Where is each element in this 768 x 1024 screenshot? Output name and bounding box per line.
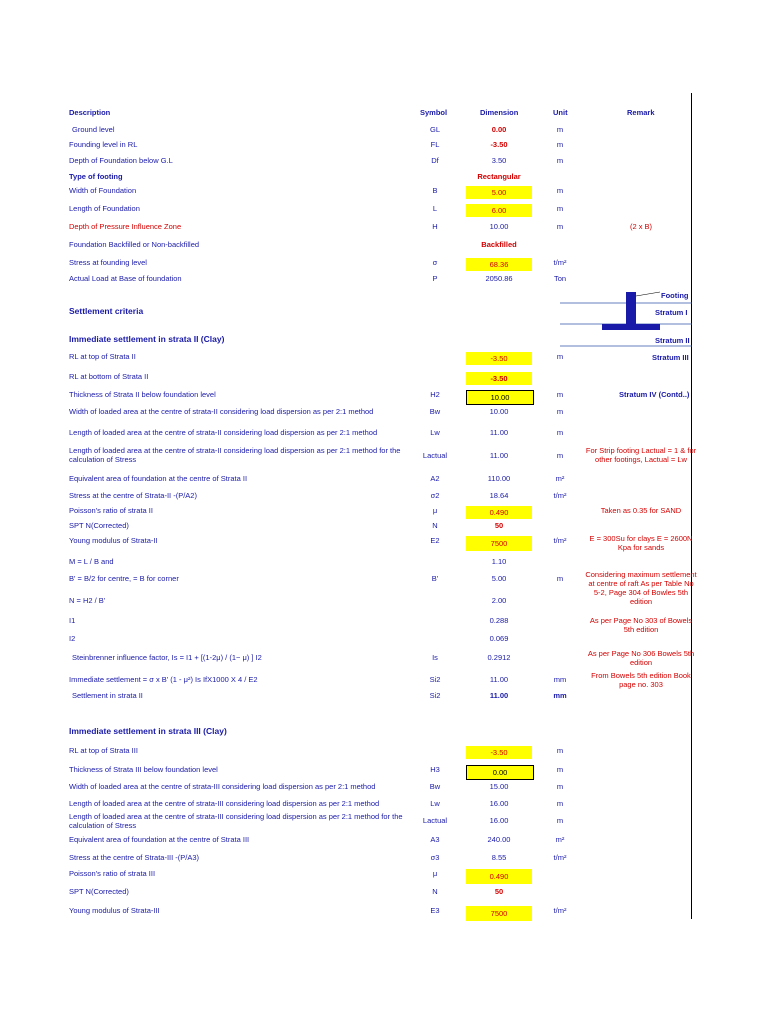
unit: m [556, 816, 564, 825]
unit: m [556, 451, 564, 460]
sym: Lactual [422, 451, 448, 460]
unit: m [556, 428, 564, 437]
desc: Length of loaded area at the centre of strata-III considering load dispersion as per 2:1 method for the calculation of Stress [69, 812, 403, 830]
unit: m [556, 574, 564, 583]
desc: Young modulus of Strata-II [69, 536, 158, 545]
sym: N [432, 521, 438, 530]
sym: Is [432, 653, 438, 662]
desc: Depth of Foundation below G.L [69, 156, 173, 165]
header-remark: Remark [627, 108, 655, 117]
desc: Stress at the centre of Strata-II -(P/A2) [69, 491, 197, 500]
dim: 68.36 [466, 258, 532, 271]
sym: Lw [430, 799, 440, 808]
remark: Taken as 0.35 for SAND [600, 506, 682, 515]
remark: From Bowels 5th edition Book page no. 303 [591, 671, 691, 689]
unit: m [556, 140, 564, 149]
dim: 10.00 [489, 222, 509, 231]
dim: 0.490 [466, 506, 532, 519]
dim: 11.00 [489, 691, 509, 700]
dim: 0.069 [489, 634, 509, 643]
dim: 2.00 [491, 596, 507, 605]
sym: E2 [430, 536, 440, 545]
header-unit: Unit [553, 108, 568, 117]
sym: Si2 [429, 691, 441, 700]
sym: E3 [430, 906, 440, 915]
sym: GL [429, 125, 440, 134]
dim: 5.00 [466, 186, 532, 199]
unit: m [556, 407, 564, 416]
label-stratum-4: Stratum IV (Contd..) [619, 390, 690, 399]
header-description: Description [69, 108, 111, 117]
sym: σ2 [430, 491, 440, 500]
dim: 10.00 [466, 390, 534, 405]
sym: FL [430, 140, 440, 149]
dim: 15.00 [489, 782, 509, 791]
dim: 7500 [466, 906, 532, 921]
dim: 5.00 [491, 574, 507, 583]
remark: Considering maximum settlement at centre of raft As per Table No 5-2, Page 304 of Bowles 5th edition [585, 570, 697, 606]
dim: Rectangular [477, 172, 521, 181]
desc: I2 [69, 634, 76, 643]
sym: H2 [430, 390, 440, 399]
desc: Thickness of Strata II below foundation level [69, 390, 216, 399]
dim: 0.00 [466, 765, 534, 780]
remark: (2 x B) [629, 222, 653, 231]
desc: Ground level [72, 125, 115, 134]
dim: -3.50 [490, 140, 508, 149]
dim: 7500 [466, 536, 532, 551]
sym: Bw [429, 782, 441, 791]
dim: 16.00 [489, 816, 509, 825]
sym: Si2 [429, 675, 441, 684]
sym: Df [431, 156, 439, 165]
unit: m [556, 222, 564, 231]
desc: M = L / B and [69, 557, 114, 566]
dim: 1.10 [491, 557, 507, 566]
dim: 0.490 [466, 869, 532, 884]
desc: SPT N(Corrected) [69, 887, 129, 896]
remark: As per Page No 303 of Bowels 5th edition [589, 616, 693, 634]
dim: 0.00 [491, 125, 507, 134]
sym: σ3 [430, 853, 440, 862]
desc: SPT N(Corrected) [69, 521, 129, 530]
desc: Stress at founding level [69, 258, 147, 267]
unit: Ton [553, 274, 567, 283]
unit: m [556, 125, 564, 134]
desc: Depth of Pressure Influence Zone [69, 222, 182, 231]
sym: Bw [429, 407, 441, 416]
label-stratum-2: Stratum II [655, 336, 690, 345]
dim: 6.00 [466, 204, 532, 217]
sym: H3 [430, 765, 440, 774]
desc: RL at top of Strata III [69, 746, 138, 755]
desc: Immediate settlement = σ x B' (1 - μ²) Is IfX1000 X 4 / E2 [69, 675, 258, 684]
desc: Founding level in RL [69, 140, 138, 149]
desc: Poisson's ratio of strata III [69, 869, 156, 878]
dim: 11.00 [489, 675, 509, 684]
sym: μ [432, 869, 438, 878]
section-strata-2: Immediate settlement in strata II (Clay) [69, 334, 225, 344]
dim: 0.288 [489, 616, 509, 625]
unit: t/m² [553, 258, 567, 267]
unit: mm [553, 691, 567, 700]
unit: m [556, 765, 564, 774]
header-symbol: Symbol [420, 108, 448, 117]
remark: E = 300Su for clays E = 2600N Kpa for sands [589, 534, 693, 552]
section-strata-3: Immediate settlement in strata III (Clay) [69, 726, 227, 736]
desc: Width of Foundation [69, 186, 137, 195]
dim: 2050.86 [485, 274, 513, 283]
dim: 110.00 [487, 474, 511, 483]
sym: L [432, 204, 438, 213]
dim: -3.50 [466, 746, 532, 759]
unit: t/m² [553, 906, 567, 915]
sym: A2 [430, 474, 440, 483]
desc: Settlement in strata II [72, 691, 143, 700]
desc: Equivalent area of foundation at the centre of Strata II [69, 474, 248, 483]
dim: 8.55 [491, 853, 507, 862]
desc: Young modulus of Strata-III [69, 906, 160, 915]
desc: I1 [69, 616, 76, 625]
unit: m [556, 390, 564, 399]
desc: Length of loaded area at the centre of strata-II considering load dispersion as per 2:1 method for the calculation of Stress [69, 446, 401, 464]
desc: Actual Load at Base of foundation [69, 274, 182, 283]
dim: 50 [494, 887, 504, 896]
dim: 11.00 [489, 451, 509, 460]
unit: m [556, 746, 564, 755]
desc: Length of loaded area at the centre of strata-III considering load dispersion as per 2:1 method [69, 799, 380, 808]
dim: 3.50 [491, 156, 507, 165]
dim: 11.00 [489, 428, 509, 437]
desc: Stress at the centre of Strata-III -(P/A3) [69, 853, 200, 862]
sym: P [432, 274, 438, 283]
unit: m [556, 156, 564, 165]
desc: Equivalent area of foundation at the centre of Strata III [69, 835, 250, 844]
dim: 16.00 [489, 799, 509, 808]
unit: m [556, 186, 564, 195]
desc: Thickness of Strata III below foundation level [69, 765, 218, 774]
desc: N = H2 / B' [69, 596, 106, 605]
unit: m² [555, 835, 565, 844]
sym: B' [431, 574, 439, 583]
unit: m [556, 352, 564, 361]
remark: For Strip footing Lactual = 1 & for other footings, Lactual = Lw [585, 446, 697, 464]
desc: B' = B/2 for centre, = B for corner [69, 574, 179, 583]
sym: N [432, 887, 438, 896]
desc: Type of footing [69, 172, 123, 181]
desc: Length of loaded area at the centre of strata-II considering load dispersion as per 2:1 method [69, 428, 378, 437]
desc: Width of loaded area at the centre of strata-II considering load dispersion as per 2:1 method [69, 407, 374, 416]
label-stratum-1: Stratum I [655, 308, 688, 317]
sym: H [432, 222, 438, 231]
label-footing: Footing [661, 291, 689, 300]
dim: 18.64 [489, 491, 509, 500]
unit: mm [553, 675, 567, 684]
unit: t/m² [553, 853, 567, 862]
unit: t/m² [553, 536, 567, 545]
dim: Backfilled [481, 240, 517, 249]
desc: Poisson's ratio of strata II [69, 506, 153, 515]
header-dimension: Dimension [480, 108, 519, 117]
sym: μ [432, 506, 438, 515]
section-settlement-criteria: Settlement criteria [69, 306, 144, 316]
desc: Width of loaded area at the centre of strata-III considering load dispersion as per 2:1 method [69, 782, 376, 791]
dim: 50 [494, 521, 504, 530]
remark: As per Page No 306 Bowels 5th edition [587, 649, 695, 667]
dim: -3.50 [466, 352, 532, 365]
unit: m² [555, 474, 565, 483]
dim: -3.50 [466, 372, 532, 385]
unit: m [556, 782, 564, 791]
sym: Lactual [422, 816, 448, 825]
unit: m [556, 204, 564, 213]
dim: 240.00 [487, 835, 511, 844]
desc: RL at bottom of Strata II [69, 372, 149, 381]
desc: Length of Foundation [69, 204, 140, 213]
desc: Steinbrenner influence factor, Is = I1 + [(1-2μ) / (1− μ) ] I2 [72, 653, 262, 662]
dim: 10.00 [489, 407, 509, 416]
desc: Foundation Backfilled or Non-backfilled [69, 240, 200, 249]
sym: σ [432, 258, 438, 267]
unit: m [556, 799, 564, 808]
sym: A3 [430, 835, 440, 844]
unit: t/m² [553, 491, 567, 500]
sym: Lw [430, 428, 440, 437]
label-stratum-3: Stratum III [652, 353, 689, 362]
sym: B [432, 186, 438, 195]
desc: RL at top of Strata II [69, 352, 136, 361]
dim: 0.2912 [487, 653, 511, 662]
